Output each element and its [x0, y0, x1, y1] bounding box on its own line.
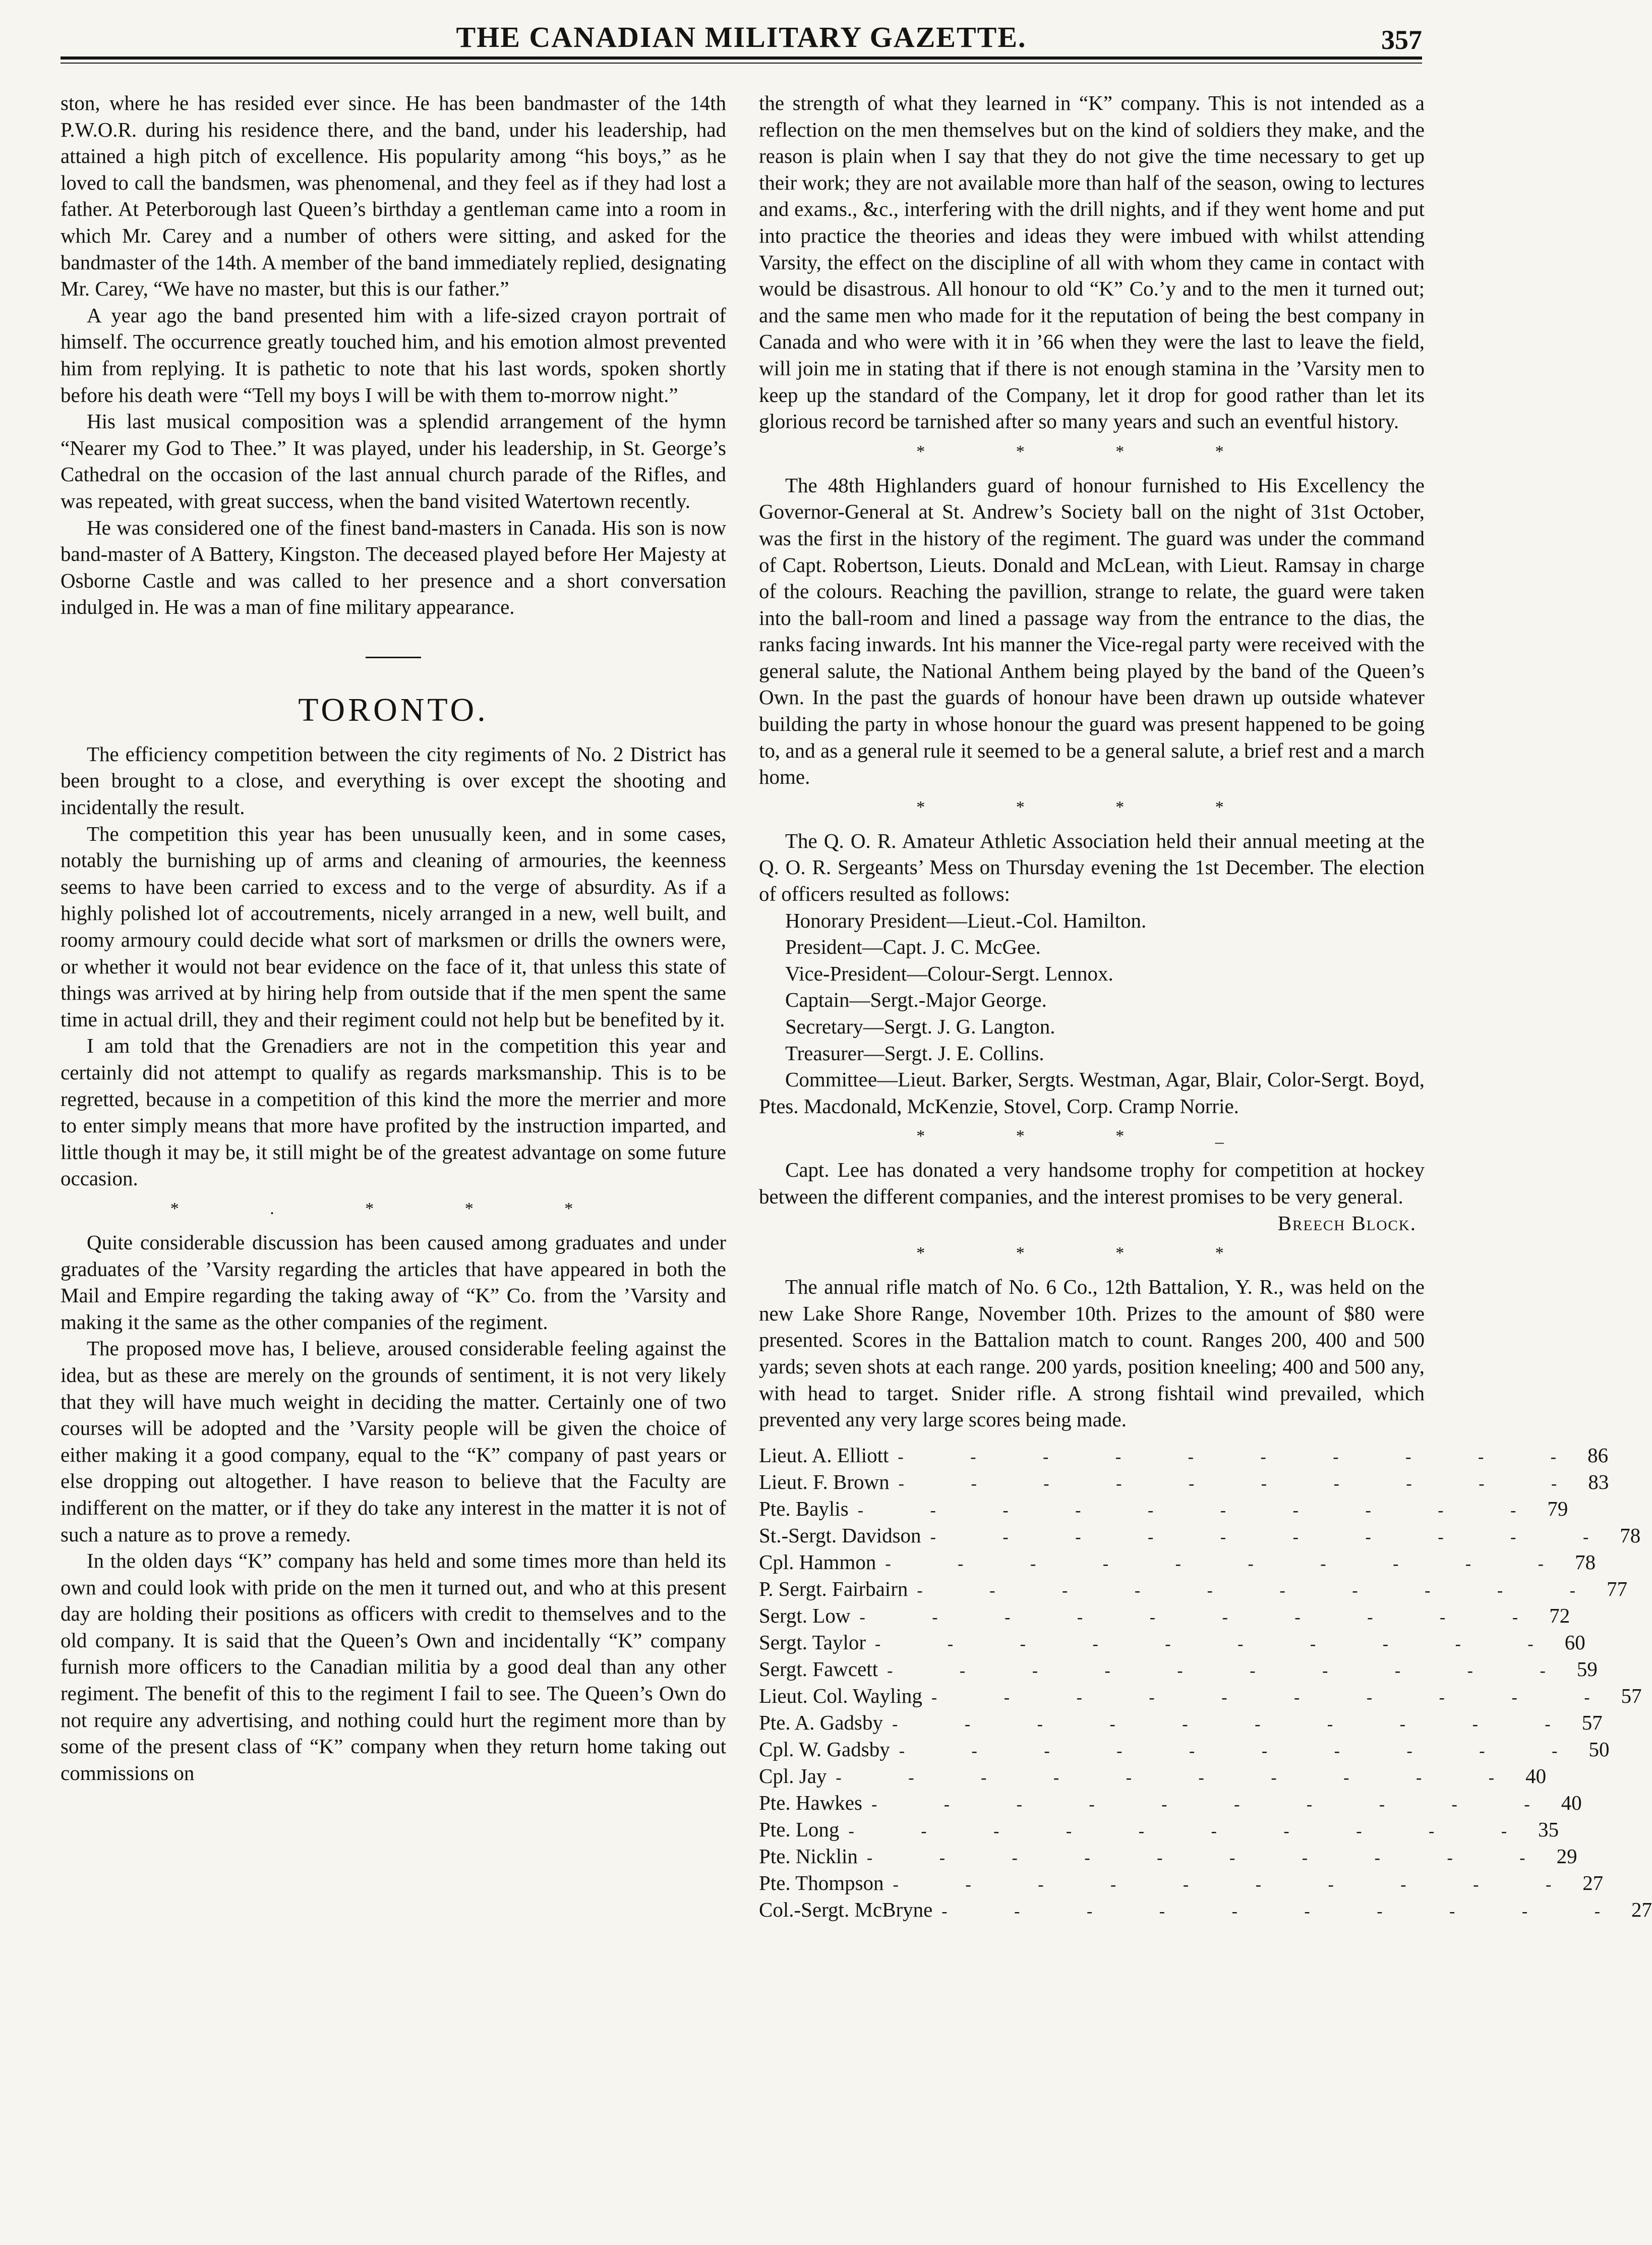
- dot-leader: - - - - - - - - - -: [887, 1661, 1577, 1680]
- asterism-divider: * . * * *: [170, 1199, 617, 1218]
- score-row: [759, 1495, 1568, 1522]
- asterism-divider: * * * *: [916, 1244, 1267, 1263]
- competitor-score: 40: [1525, 1764, 1547, 1788]
- score-row: [759, 1602, 1570, 1629]
- toronto-paragraph-1: The efficiency competition between the city regiments of No. 2 District has been brought to a close, and everything is over except the shooting and incidentally the result.: [61, 742, 726, 819]
- page-number: 357: [1381, 25, 1422, 55]
- right-column: [759, 90, 1652, 1923]
- rifle-match-paragraph: The annual rifle match of No. 6 Co., 12th Battalion, Y. R., was held on the new Lake Shore Range, November 10th. Prizes to the amount of $80 were presented. Scores in the Battalion match to count. Ranges 200, 400 and 500 yards; seven shots at each range. 200 yards, position kneeling; 400 and 500 any, with head to target. Snider rifle. A strong fishtail wind prevailed, which prevented any very large scores being made.: [759, 1275, 1425, 1431]
- competitor-score: 35: [1538, 1817, 1559, 1841]
- officer-line: President—Capt. J. C. McGee.: [785, 935, 1041, 959]
- toronto-paragraph-2: The competition this year has been unusually keen, and in some cases, notably the burnishing up of arms and cleaning of armouries, the keenness seems to have been carried to excess and to the verge of absurdity. As if a highly polished lot of accoutrements, nicely arranged in a new, well built, and roomy armoury could decide what sort of marksmen or drills the owners were, or whether it would not bear evidence on the face of it, that unless this state of things was arrived at by hiring help from outside that if the men spent the same time in actual drill, they and their regiment could not help but be benefited by it.: [61, 822, 726, 1031]
- score-row: [759, 1522, 1641, 1549]
- score-row: [759, 1870, 1604, 1896]
- left-column: [61, 90, 726, 1786]
- competitor-score: 57: [1581, 1710, 1603, 1734]
- dot-leader: - - - - - - - - - -: [917, 1581, 1607, 1600]
- competitor-name: Pte. Hawkes: [759, 1791, 862, 1814]
- competitor-name: Pte. A. Gadsby: [759, 1710, 883, 1734]
- section-divider: [366, 657, 421, 658]
- score-row: [759, 1656, 1598, 1683]
- dot-leader: - - - - - - - - - -: [941, 1902, 1632, 1921]
- obituary-paragraph-2: A year ago the band presented him with a life-sized crayon portrait of himself. The occurrence greatly touched him, and his emotion almost prevented him from replying. It is pathetic to note that his last words, spoken shortly before his death were “Tell my boys I will be with them to-morrow night.”: [61, 303, 726, 407]
- score-row: [759, 1843, 1577, 1870]
- competitor-score: 86: [1587, 1443, 1609, 1467]
- score-row: [759, 1709, 1603, 1736]
- dot-leader: - - - - - - - - - -: [875, 1634, 1565, 1653]
- competitor-name: Col.-Sergt. McBryne: [759, 1897, 933, 1921]
- score-row: [759, 1576, 1628, 1602]
- competitor-score: 29: [1556, 1844, 1577, 1868]
- officer-line: Treasurer—Sergt. J. E. Collins.: [785, 1041, 1044, 1065]
- author-signature: Breech Block.: [1277, 1211, 1417, 1235]
- competitor-name: Cpl. W. Gadsby: [759, 1737, 890, 1761]
- dot-leader: - - - - - - - - - -: [871, 1795, 1561, 1814]
- competitor-score: 59: [1576, 1657, 1598, 1681]
- score-row: [759, 1469, 1609, 1495]
- dot-leader: - - - - - - - - - -: [885, 1554, 1575, 1573]
- varsity-continued-paragraph: the strength of what they learned in “K” company. This is not intended as a reflection on the men themselves but on the kind of soldiers they make, and the reason is plain when I say that they do not give the time necessary to get up their work; they are not available more than half of the season, owing to lectures and exams., &c., interfering with the drill nights, and if they went home and put into practice the theories and ideas they were imbued with whilst attending Varsity, the effect on the discipline of all with whom they came in contact with would be disastrous. All honour to old “K” Co.’y and to the men it turned out; and the same men who made for it the reputation of being the best company in Canada and who were with it in ’66 when they were the last to leave the field, will join me in stating that if there is not enough stamina in the ’Varsity men to keep up the standard of the Company, let it drop for good rather than let its glorious record be tarnished after so many years and such an eventful history.: [759, 91, 1425, 433]
- varsity-paragraph-3: In the olden days “K” company has held and some times more than held its own and could look with pride on the men it turned out, and who at this present day are holding their positions as officers with credit to themselves and to the old company. It is said that the Queen’s Own and incidentally “K” company furnish more officers to the Canadian militia by a good deal than any other regiment. The benefit of this to the regiment I fail to see. The Queen’s Own do not require any advertising, and nothing could hurt the regiment more than by some of the present class of “K” company when they return home taking out commissions on: [61, 1549, 726, 1785]
- dot-leader: - - - - - - - - - -: [930, 1527, 1620, 1546]
- competitor-score: 50: [1588, 1737, 1610, 1761]
- newspaper-title: THE CANADIAN MILITARY GAZETTE.: [456, 21, 1027, 53]
- dot-leader: - - - - - - - - - -: [857, 1501, 1548, 1520]
- competitor-name: Pte. Long: [759, 1817, 840, 1841]
- dot-leader: - - - - - - - - - -: [899, 1741, 1589, 1760]
- header-rule-thick: [61, 56, 1422, 60]
- officer-line: Secretary—Sergt. J. G. Langton.: [785, 1015, 1055, 1038]
- competitor-score: 57: [1621, 1684, 1642, 1707]
- dot-leader: - - - - - - - - - -: [866, 1848, 1557, 1867]
- dot-leader: - - - - - - - - - -: [931, 1688, 1621, 1707]
- score-row: [759, 1896, 1652, 1923]
- score-row: [759, 1816, 1559, 1843]
- dot-leader: - - - - - - - - - -: [892, 1714, 1582, 1734]
- header-rule-thin: [61, 63, 1422, 64]
- varsity-paragraph-1: Quite considerable discussion has been caused among graduates and under graduates of the ’Varsity regarding the articles that have appeared in both the Mail and Empire regarding the taking away of “K” Co. from the ’Varsity and making it the same as the other companies of the regiment.: [61, 1230, 726, 1334]
- competitor-name: Pte. Thompson: [759, 1871, 884, 1894]
- competitor-score: 78: [1575, 1550, 1596, 1574]
- competitor-name: Lieut. F. Brown: [759, 1470, 890, 1493]
- dot-leader: - - - - - - - - - -: [898, 1447, 1588, 1466]
- score-row: [759, 1683, 1642, 1709]
- competitor-name: P. Sergt. Fairbairn: [759, 1577, 908, 1600]
- competitor-name: Sergt. Low: [759, 1603, 851, 1627]
- competitor-score: 27: [1631, 1897, 1652, 1921]
- score-row: [759, 1736, 1610, 1763]
- obituary-paragraph-3: His last musical composition was a splendid arrangement of the hymn “Nearer my God to Thee.” It was played, under his leadership, in St. George’s Cathedral on the occasion of the last annual church parade of the Rifles, and was repeated, with great success, when the band visited Watertown recently.: [61, 410, 726, 512]
- competitor-name: Pte. Nicklin: [759, 1844, 858, 1868]
- asterism-divider: * * * *: [916, 442, 1267, 461]
- competitor-score: 83: [1588, 1470, 1609, 1493]
- score-row: [759, 1442, 1609, 1469]
- dot-leader: - - - - - - - - - -: [859, 1607, 1550, 1627]
- score-row: [759, 1763, 1547, 1790]
- score-row: [759, 1629, 1585, 1656]
- competitor-name: St.-Sergt. Davidson: [759, 1523, 921, 1547]
- obituary-paragraph-1: ston, where he has resided ever since. He has been bandmaster of the 14th P.W.O.R. during his residence there, and the band, under his leadership, had attained a high pitch of excellence. His popularity among “his boys,” as he loved to call the bandsmen, was phenomenal, and they feel as if they had lost a father. At Peterborough last Queen’s birthday a gentleman came into a room in which Mr. Carey and a number of others were sitting, and asked for the bandmaster of the 14th. A member of the band immediately replied, designating Mr. Carey, “We have no master, but this is our father.”: [61, 91, 726, 301]
- dot-leader: - - - - - - - - - -: [898, 1474, 1588, 1493]
- rifle-scores-table: [759, 1442, 1652, 1923]
- competitor-name: Sergt. Taylor: [759, 1630, 866, 1654]
- competitor-score: 79: [1547, 1496, 1568, 1520]
- competitor-name: Pte. Baylis: [759, 1496, 849, 1520]
- toronto-paragraph-3: I am told that the Grenadiers are not in the competition this year and certainly did not attempt to qualify as regards marksmanship. This is to be regretted, because in a competition of this kind the more the merrier and more to enter simply means that more have profited by the instruction imparted, and little though it may be, it still might be of the greatest advantage on some future occasion.: [61, 1034, 726, 1190]
- competitor-score: 60: [1564, 1630, 1585, 1654]
- competitor-name: Cpl. Jay: [759, 1764, 827, 1788]
- committee-line: Committee—Lieut. Barker, Sergts. Westman, Agar, Blair, Color-Sergt. Boyd, Ptes. Macdonald, McKenzie, Stovel, Corp. Cramp Norrie.: [759, 1068, 1425, 1118]
- competitor-name: Sergt. Fawcett: [759, 1657, 878, 1681]
- asterism-divider: * * * _: [916, 1127, 1267, 1146]
- dot-leader: - - - - - - - - - -: [893, 1875, 1583, 1894]
- officer-line: Captain—Sergt.-Major George.: [785, 988, 1047, 1012]
- competitor-score: 40: [1561, 1791, 1582, 1814]
- section-heading-toronto: TORONTO.: [298, 691, 489, 728]
- score-row: [759, 1790, 1582, 1816]
- officer-line: Honorary President—Lieut.-Col. Hamilton.: [785, 908, 1147, 932]
- highlanders-paragraph: The 48th Highlanders guard of honour furnished to His Excellency the Governor-General at St. Andrew’s Society ball on the night of 31st October, was the first in the history of the regiment. The guard was under the command of Capt. Robertson, Lieuts. Donald and McLean, with Lieut. Ramsay in charge of the colours. Reaching the pavillion, strange to relate, the guard were taken into the ball-room and lined a passage way from the entrance to the dias, the ranks facing inwards. Int his manner the Vice-regal party were received with the general salute, the National Anthem being played by the band of the Queen’s Own. In the past the guards of honour have been drawn up outside whatever building the party in whose honour the guard was present happened to be going to, and as a general rule it seemed to be a general salute, a brief rest and a march home.: [759, 473, 1425, 789]
- obituary-paragraph-4: He was considered one of the finest band-masters in Canada. His son is now band-master of A Battery, Kingston. The deceased played before Her Majesty at Osborne Castle and was called to her presence and a short conversation indulged in. He was a man of fine military appearance.: [61, 515, 726, 619]
- dot-leader: - - - - - - - - - -: [848, 1821, 1539, 1840]
- qor-athletic-paragraph: The Q. O. R. Amateur Athletic Association held their annual meeting at the Q. O. R. Sergeants’ Mess on Thursday evening the 1st December. The election of officers resulted as follows:: [759, 829, 1425, 906]
- competitor-name: Lieut. Col. Wayling: [759, 1684, 922, 1707]
- competitor-score: 72: [1549, 1603, 1570, 1627]
- varsity-paragraph-2: The proposed move has, I believe, aroused considerable feeling against the idea, but as these are merely on the grounds of sentiment, it is not very likely that they will have much weight in deciding the matter. Certainly one of two courses will be adopted and the ’Varsity people will be given the choice of either making it a good company, equal to the “K” company of past years or else dropping out altogether. I have reason to believe that the Faculty are indifferent on the matter, or if they do take any interest in the matter it is not of such a nature as to prove a remedy.: [61, 1337, 726, 1546]
- competitor-score: 77: [1607, 1577, 1628, 1600]
- score-row: [759, 1549, 1596, 1576]
- page-header: [61, 20, 1422, 55]
- dot-leader: - - - - - - - - - -: [836, 1768, 1526, 1787]
- competitor-score: 27: [1582, 1871, 1604, 1894]
- competitor-name: Cpl. Hammon: [759, 1550, 876, 1574]
- hockey-trophy-paragraph: Capt. Lee has donated a very handsome trophy for competition at hockey between the different companies, and the interest promises to be very general.: [759, 1158, 1425, 1208]
- asterism-divider: * * * *: [916, 797, 1267, 817]
- competitor-name: Lieut. A. Elliott: [759, 1443, 889, 1467]
- competitor-score: 78: [1620, 1523, 1641, 1547]
- officer-line: Vice-President—Colour-Sergt. Lennox.: [785, 961, 1113, 985]
